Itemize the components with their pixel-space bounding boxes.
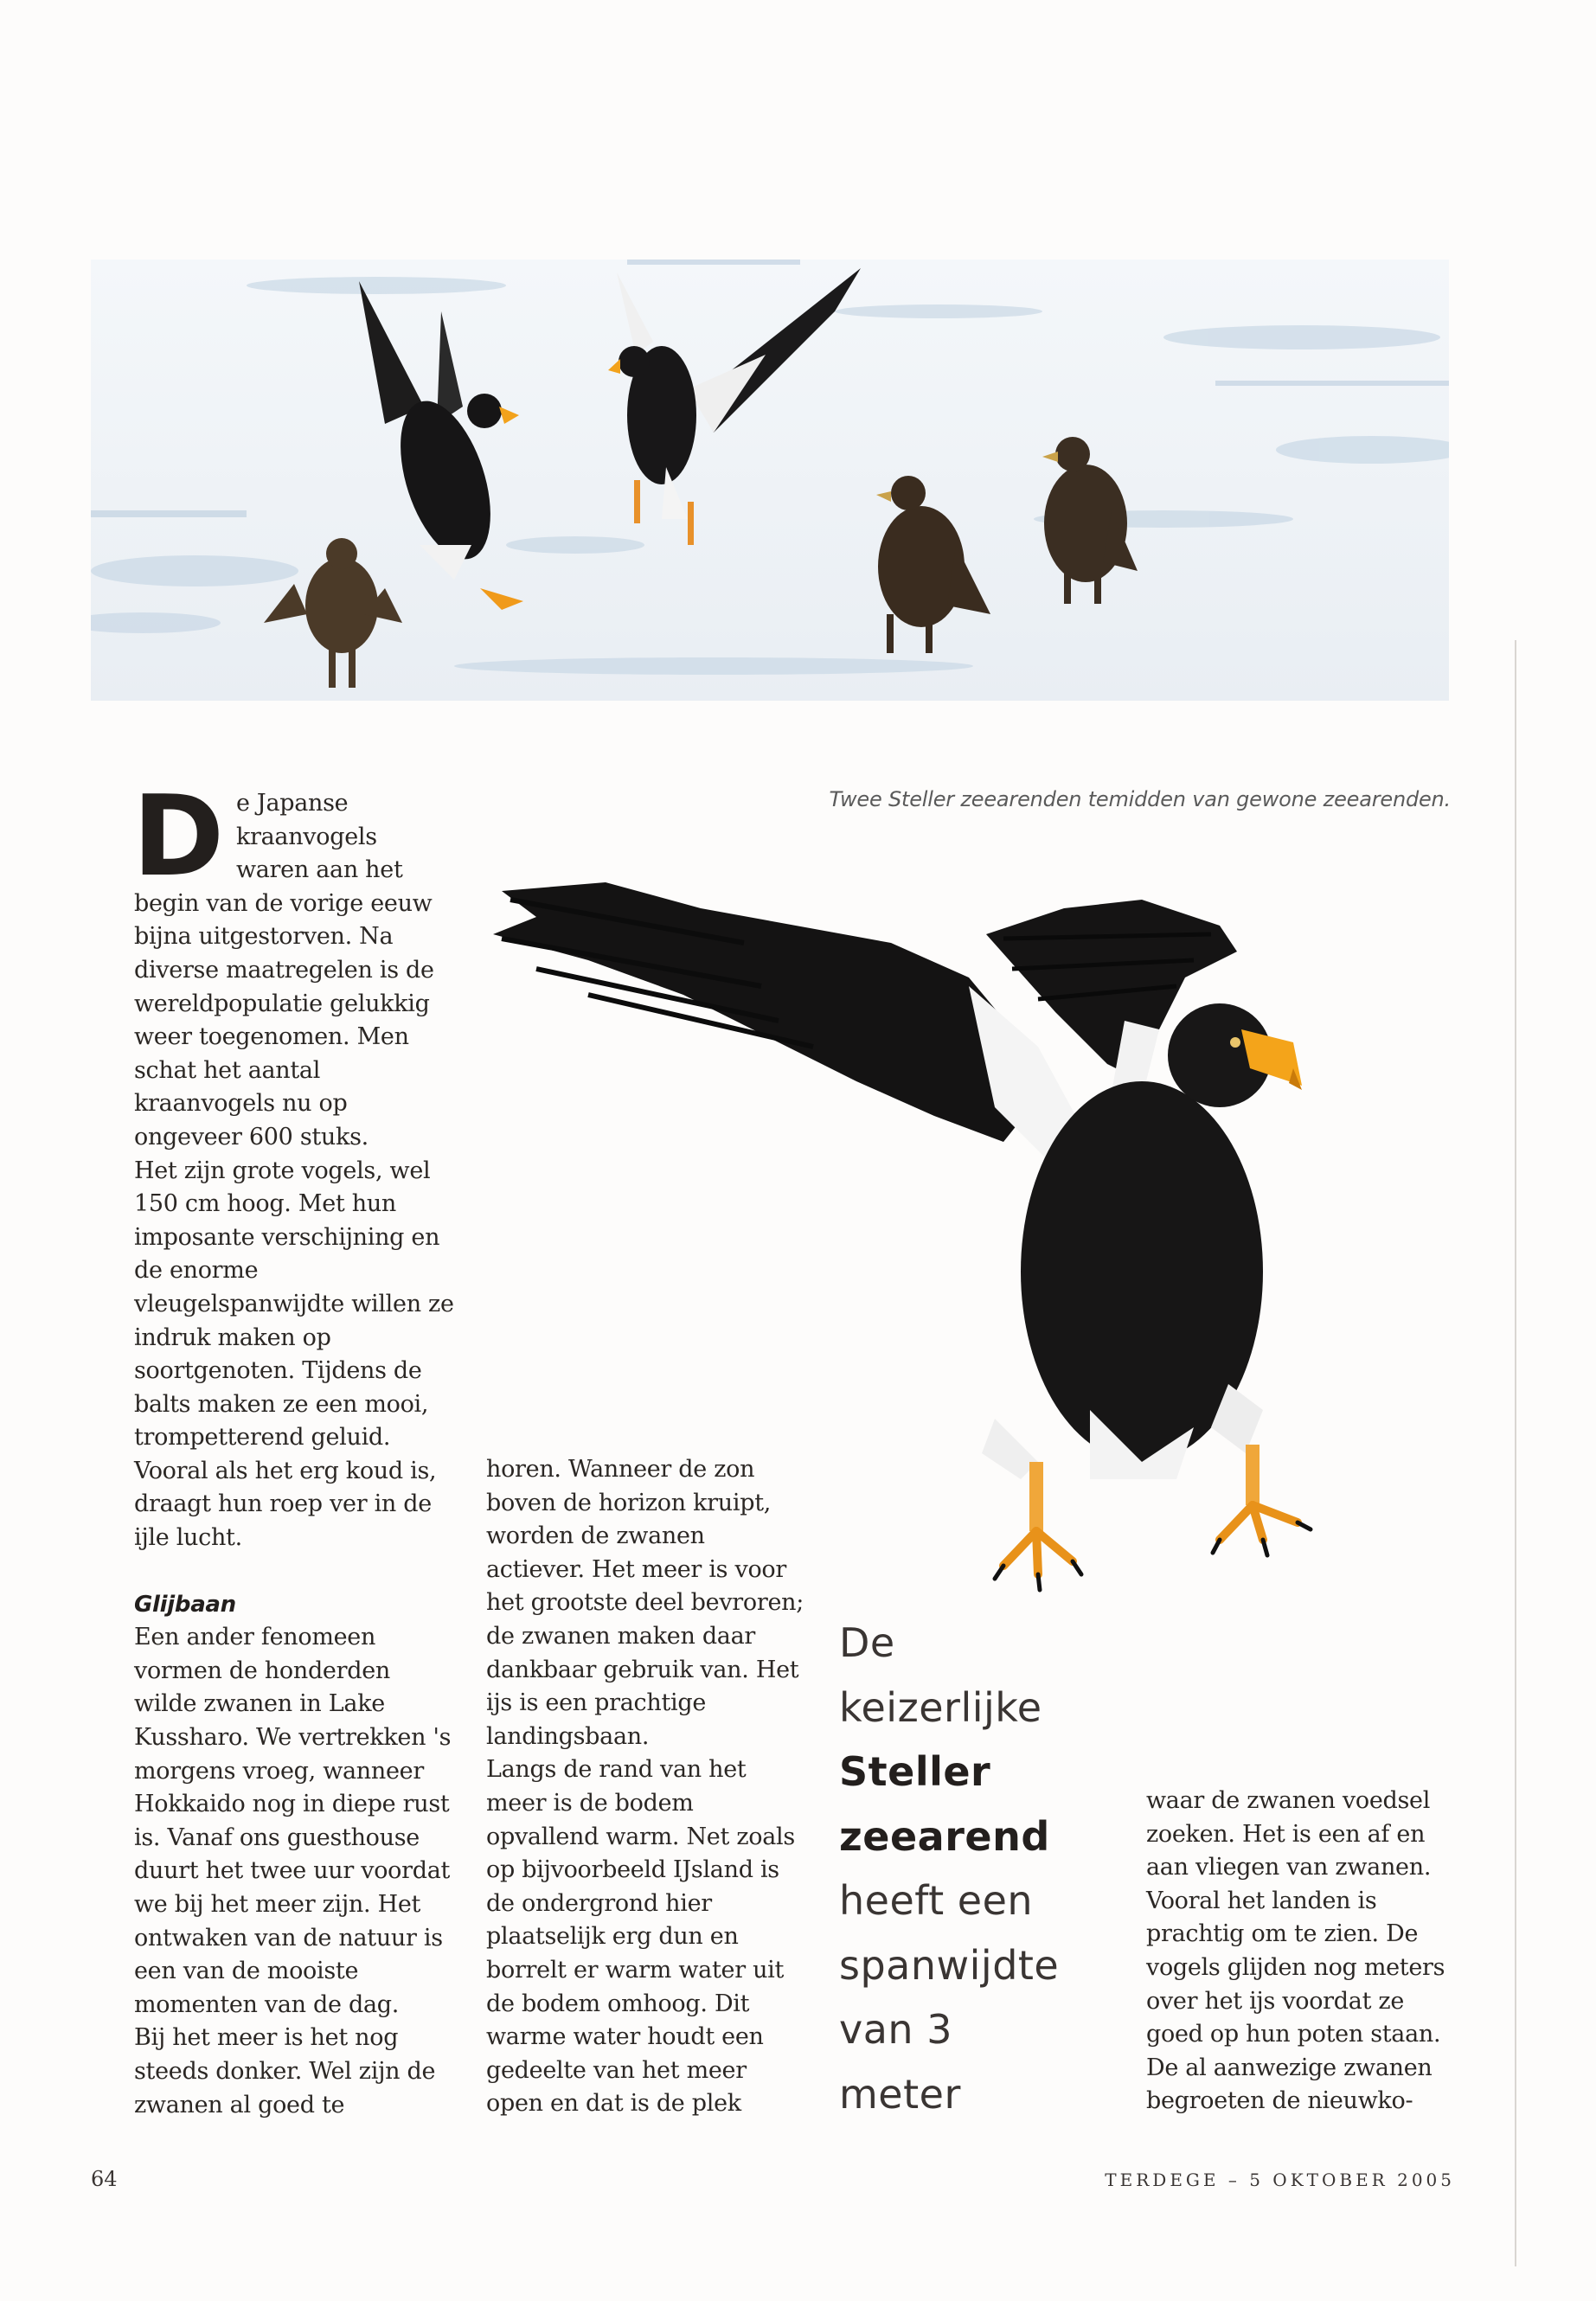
page-edge-line [1515, 640, 1516, 2266]
paragraph: waar de zwanen voedsel zoeken. Het is een af en aan vliegen van zwanen. Vooral het landen is prachtig om te zien. De vogels glijden nog meters over het ijs voordat ze goed op hun poten staan. De al aanwezige zwanen begroeten de nieuwko- [1146, 1787, 1445, 2115]
section-subheading: Glijbaan [134, 1591, 236, 1618]
pull-quote-line: heeft een [839, 1877, 1034, 1924]
pull-quote-line: van 3 [839, 2006, 952, 2053]
paragraph: Langs de rand van het meer is de bodem opvallend warm. Net zoals op bijvoorbeeld IJsland is de ondergrond hier plaatselijk erg dun en borrelt er warm water uit de bodem omhoog. Dit warme water houdt een gedeelte van het meer open en dat is de plek [486, 1756, 795, 2118]
intro-paragraph [132, 772, 454, 1155]
article-column-1 [132, 772, 454, 2122]
photo-caption: Twee Steller zeearenden temidden van gewone zeearenden. [829, 787, 1451, 811]
pull-quote-line: meter [839, 2070, 961, 2118]
article-column-4 [1146, 1785, 1466, 2118]
paragraph: Een ander fenomeen vormen de honderden wilde zwanen in Lake Kussharo. We vertrekken 's morgens vroeg, wanneer Hokkaido nog in diepe rust is. Vanaf ons guesthouse duurt het twee uur voordat we bij het meer zijn. Het ontwaken van de natuur is een van de mooiste momenten van de dag. [134, 1624, 452, 2018]
pull-quote-line: Steller [839, 1748, 991, 1795]
article-column-2 [486, 1453, 806, 2121]
pull-quote-line: zeearend [839, 1812, 1050, 1860]
pull-quote-line: keizerlijke [839, 1683, 1042, 1731]
running-footer: TERDEGE – 5 OKTOBER 2005 [1105, 2170, 1455, 2190]
paragraph: Bij het meer is het nog steeds donker. Wel zijn de zwanen al goed te [134, 2024, 436, 2118]
eagles-on-ice-photo [91, 260, 1449, 701]
page-number: 64 [91, 2167, 118, 2191]
intro-text: e Japanse kraanvogels waren aan het begin van de vorige eeuw bijna uitgestorven. Na diverse maatregelen is de wereldpopulatie gelukkig weer toegenomen. Men schat het aantal kraanvogels nu op ongeveer 600 stuks. [134, 790, 434, 1150]
pull-quote-line: De [839, 1619, 895, 1666]
paragraph: horen. Wanneer de zon boven de horizon kruipt, worden de zwanen actiever. Het meer is voor het grootste deel bevroren; de zwanen maken daar dankbaar gebruik van. Het ijs is een prachtige landingsbaan. [486, 1456, 804, 1750]
drop-cap: D [132, 772, 224, 901]
pull-quote [839, 1611, 1133, 2126]
pull-quote-line: spanwijdte [839, 1941, 1060, 1989]
paragraph: Het zijn grote vogels, wel 150 cm hoog. Met hun imposante verschijning en de enorme vleugelspanwijdte willen ze indruk maken op soortgenoten. Tijdens de balts maken ze een mooi, trompetterend geluid. Vooral als het erg koud is, draagt hun roep ver in de ijle lucht. [134, 1157, 454, 1552]
